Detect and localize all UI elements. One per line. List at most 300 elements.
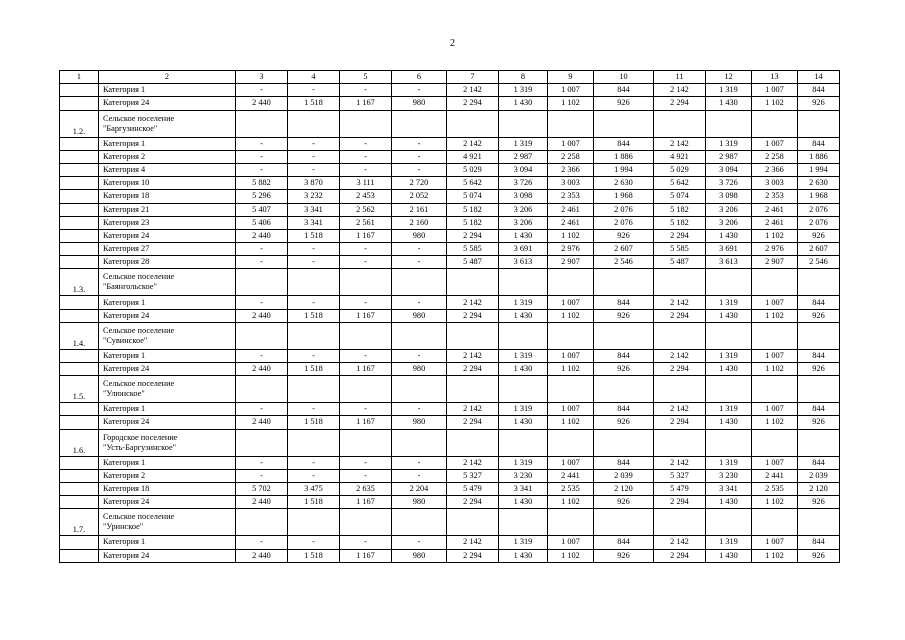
value-cell: 2 204	[392, 482, 447, 495]
empty-cell	[499, 509, 548, 536]
value-cell: 3 098	[499, 190, 548, 203]
value-cell: 2 076	[798, 216, 840, 229]
value-cell: -	[236, 163, 288, 176]
value-cell: 5 642	[447, 177, 499, 190]
table-row	[60, 190, 840, 203]
value-cell: 1 102	[752, 496, 798, 509]
value-cell: -	[392, 296, 447, 309]
value-cell: -	[288, 403, 340, 416]
value-cell: 2 720	[392, 177, 447, 190]
value-cell: 1 102	[548, 309, 594, 322]
empty-cell	[288, 429, 340, 456]
section-name: "Баргузинское"	[103, 123, 158, 133]
value-cell: 1 518	[288, 229, 340, 242]
value-cell: -	[236, 349, 288, 362]
value-cell: -	[340, 403, 392, 416]
value-cell: -	[392, 137, 447, 150]
empty-cell	[447, 509, 499, 536]
section-title	[99, 269, 236, 296]
section-row	[60, 509, 840, 536]
value-cell: 1 994	[594, 163, 654, 176]
value-cell: 2 294	[654, 363, 706, 376]
empty-cell	[706, 376, 752, 403]
value-cell: 2 635	[340, 482, 392, 495]
empty-cell	[752, 110, 798, 137]
value-cell: 2 561	[340, 216, 392, 229]
empty-cell	[499, 429, 548, 456]
value-cell: 844	[798, 349, 840, 362]
empty-cell	[752, 322, 798, 349]
row-number-cell	[60, 363, 99, 376]
value-cell: 2 607	[594, 243, 654, 256]
row-number-cell	[60, 482, 99, 495]
value-cell: 5 487	[654, 256, 706, 269]
value-cell: 844	[798, 536, 840, 549]
table-row	[60, 456, 840, 469]
value-cell: 1 007	[752, 349, 798, 362]
row-number-cell	[60, 416, 99, 429]
category-label: Категория 24	[99, 416, 236, 429]
empty-cell	[706, 509, 752, 536]
category-label: Категория 1	[99, 137, 236, 150]
empty-cell	[548, 269, 594, 296]
value-cell: -	[392, 84, 447, 97]
empty-cell	[548, 376, 594, 403]
value-cell: 2 258	[752, 150, 798, 163]
value-cell: 2 258	[548, 150, 594, 163]
value-cell: 2 546	[798, 256, 840, 269]
value-cell: 1 167	[340, 416, 392, 429]
table-row	[60, 309, 840, 322]
section-name: "Уринское"	[103, 522, 144, 532]
value-cell: 2 562	[340, 203, 392, 216]
category-label: Категория 24	[99, 363, 236, 376]
empty-cell	[798, 429, 840, 456]
empty-cell	[752, 509, 798, 536]
section-row	[60, 110, 840, 137]
value-cell: -	[236, 150, 288, 163]
section-row	[60, 269, 840, 296]
category-label: Категория 24	[99, 97, 236, 110]
value-cell: 5 074	[447, 190, 499, 203]
value-cell: 2 039	[798, 469, 840, 482]
value-cell: 1 518	[288, 496, 340, 509]
value-cell: 844	[798, 456, 840, 469]
value-cell: 3 613	[706, 256, 752, 269]
value-cell: -	[392, 469, 447, 482]
value-cell: 2 142	[447, 349, 499, 362]
value-cell: 844	[594, 296, 654, 309]
empty-cell	[654, 429, 706, 456]
value-cell: 926	[798, 363, 840, 376]
value-cell: -	[340, 469, 392, 482]
empty-cell	[340, 110, 392, 137]
value-cell: -	[288, 349, 340, 362]
empty-cell	[654, 269, 706, 296]
value-cell: 980	[392, 309, 447, 322]
value-cell: 3 206	[706, 203, 752, 216]
empty-cell	[392, 110, 447, 137]
value-cell: -	[392, 163, 447, 176]
value-cell: -	[288, 256, 340, 269]
value-cell: 2 076	[594, 216, 654, 229]
column-header: 14	[798, 71, 840, 84]
value-cell: 1 430	[499, 363, 548, 376]
value-cell: 1 319	[706, 296, 752, 309]
value-cell: 3 206	[499, 203, 548, 216]
empty-cell	[288, 269, 340, 296]
value-cell: 2 353	[752, 190, 798, 203]
value-cell: -	[236, 456, 288, 469]
category-label: Категория 28	[99, 256, 236, 269]
value-cell: -	[236, 137, 288, 150]
category-label: Категория 10	[99, 177, 236, 190]
value-cell: 926	[798, 97, 840, 110]
section-number: 1.4.	[60, 322, 99, 349]
value-cell: 1 518	[288, 309, 340, 322]
row-number-cell	[60, 84, 99, 97]
empty-cell	[798, 509, 840, 536]
section-name: "Сувинское"	[103, 335, 148, 345]
empty-cell	[548, 110, 594, 137]
value-cell: 2 607	[798, 243, 840, 256]
row-number-cell	[60, 403, 99, 416]
value-cell: 1 102	[548, 496, 594, 509]
section-type: Городское поселение	[103, 432, 178, 442]
value-cell: 1 007	[752, 296, 798, 309]
empty-cell	[548, 509, 594, 536]
value-cell: 1 430	[499, 496, 548, 509]
value-cell: 1 319	[706, 137, 752, 150]
empty-cell	[548, 429, 594, 456]
value-cell: 2 907	[752, 256, 798, 269]
row-number-cell	[60, 203, 99, 216]
value-cell: 2 142	[654, 349, 706, 362]
value-cell: 3 613	[499, 256, 548, 269]
value-cell: -	[340, 150, 392, 163]
value-cell: 1 007	[752, 403, 798, 416]
value-cell: 5 487	[447, 256, 499, 269]
value-cell: 2 630	[798, 177, 840, 190]
value-cell: -	[236, 403, 288, 416]
value-cell: 1 430	[706, 496, 752, 509]
empty-cell	[752, 429, 798, 456]
column-header: 10	[594, 71, 654, 84]
column-header: 12	[706, 71, 752, 84]
row-number-cell	[60, 243, 99, 256]
value-cell: 1 007	[548, 296, 594, 309]
row-number-cell	[60, 309, 99, 322]
value-cell: 2 366	[548, 163, 594, 176]
empty-cell	[447, 376, 499, 403]
category-label: Категория 1	[99, 536, 236, 549]
value-cell: 5 702	[236, 482, 288, 495]
value-cell: 1 430	[499, 97, 548, 110]
table-row	[60, 416, 840, 429]
row-number-cell	[60, 97, 99, 110]
value-cell: 1 167	[340, 496, 392, 509]
value-cell: 2 440	[236, 496, 288, 509]
value-cell: 3 726	[499, 177, 548, 190]
column-header: 5	[340, 71, 392, 84]
value-cell: 2 294	[654, 97, 706, 110]
section-name: "Баянгольское"	[103, 282, 157, 292]
value-cell: 1 007	[752, 84, 798, 97]
column-header: 6	[392, 71, 447, 84]
empty-cell	[392, 376, 447, 403]
value-cell: 5 029	[447, 163, 499, 176]
value-cell: -	[236, 256, 288, 269]
table-row	[60, 97, 840, 110]
value-cell: 2 142	[654, 84, 706, 97]
value-cell: -	[340, 163, 392, 176]
value-cell: -	[340, 84, 392, 97]
value-cell: 1 319	[499, 349, 548, 362]
row-number-cell	[60, 163, 99, 176]
section-title	[99, 322, 236, 349]
table-row	[60, 150, 840, 163]
empty-cell	[236, 429, 288, 456]
value-cell: 2 461	[548, 203, 594, 216]
value-cell: 1 007	[752, 137, 798, 150]
table-row	[60, 349, 840, 362]
header-row	[60, 71, 840, 84]
value-cell: 844	[798, 84, 840, 97]
table-row	[60, 469, 840, 482]
empty-cell	[340, 269, 392, 296]
row-number-cell	[60, 229, 99, 242]
empty-cell	[447, 269, 499, 296]
empty-cell	[288, 376, 340, 403]
section-number: 1.5.	[60, 376, 99, 403]
value-cell: 3 094	[499, 163, 548, 176]
empty-cell	[706, 110, 752, 137]
section-number: 1.2.	[60, 110, 99, 137]
empty-cell	[654, 509, 706, 536]
table-row	[60, 496, 840, 509]
value-cell: 1 518	[288, 363, 340, 376]
value-cell: -	[236, 296, 288, 309]
section-title	[99, 110, 236, 137]
value-cell: 2 630	[594, 177, 654, 190]
empty-cell	[594, 110, 654, 137]
row-number-cell	[60, 256, 99, 269]
value-cell: 2 076	[594, 203, 654, 216]
value-cell: 1 886	[594, 150, 654, 163]
category-label: Категория 1	[99, 296, 236, 309]
value-cell: -	[236, 243, 288, 256]
value-cell: 5 585	[447, 243, 499, 256]
value-cell: 5 029	[654, 163, 706, 176]
value-cell: 2 161	[392, 203, 447, 216]
value-cell: 1 319	[706, 84, 752, 97]
category-label: Категория 24	[99, 309, 236, 322]
value-cell: 3 111	[340, 177, 392, 190]
value-cell: -	[288, 469, 340, 482]
value-cell: 2 535	[548, 482, 594, 495]
value-cell: 1 430	[499, 229, 548, 242]
value-cell: 1 167	[340, 97, 392, 110]
value-cell: 980	[392, 229, 447, 242]
value-cell: -	[392, 403, 447, 416]
value-cell: 844	[594, 456, 654, 469]
value-cell: 1 319	[499, 536, 548, 549]
empty-cell	[288, 509, 340, 536]
value-cell: 844	[594, 137, 654, 150]
value-cell: 2 076	[798, 203, 840, 216]
value-cell: 1 886	[798, 150, 840, 163]
empty-cell	[706, 429, 752, 456]
value-cell: 2 976	[752, 243, 798, 256]
value-cell: 1 167	[340, 309, 392, 322]
value-cell: 2 546	[594, 256, 654, 269]
value-cell: 1 518	[288, 549, 340, 562]
category-label: Категория 1	[99, 456, 236, 469]
empty-cell	[236, 376, 288, 403]
empty-cell	[392, 269, 447, 296]
value-cell: 2 142	[447, 456, 499, 469]
value-cell: 926	[594, 97, 654, 110]
value-cell: 2 294	[654, 416, 706, 429]
value-cell: 1 430	[499, 549, 548, 562]
value-cell: 3 206	[706, 216, 752, 229]
section-row	[60, 322, 840, 349]
value-cell: 2 294	[447, 309, 499, 322]
empty-cell	[594, 509, 654, 536]
empty-cell	[654, 376, 706, 403]
value-cell: 844	[594, 536, 654, 549]
value-cell: 2 294	[447, 363, 499, 376]
value-cell: 3 003	[752, 177, 798, 190]
value-cell: 980	[392, 97, 447, 110]
value-cell: 1 007	[548, 84, 594, 97]
section-name: "Усть-Баргузинское"	[103, 442, 177, 452]
empty-cell	[798, 322, 840, 349]
value-cell: 3 206	[499, 216, 548, 229]
table-row	[60, 137, 840, 150]
value-cell: -	[340, 349, 392, 362]
value-cell: 1 430	[706, 363, 752, 376]
value-cell: -	[236, 84, 288, 97]
value-cell: 1 319	[499, 296, 548, 309]
value-cell: 4 921	[654, 150, 706, 163]
row-number-cell	[60, 190, 99, 203]
row-number-cell	[60, 496, 99, 509]
value-cell: 1 007	[548, 349, 594, 362]
empty-cell	[447, 429, 499, 456]
value-cell: 1 319	[706, 456, 752, 469]
value-cell: 2 142	[654, 403, 706, 416]
value-cell: 5 182	[447, 216, 499, 229]
value-cell: 2 294	[654, 229, 706, 242]
value-cell: 3 230	[499, 469, 548, 482]
value-cell: 844	[594, 84, 654, 97]
value-cell: 1 319	[499, 137, 548, 150]
value-cell: 3 341	[499, 482, 548, 495]
value-cell: 5 406	[236, 216, 288, 229]
value-cell: 2 987	[499, 150, 548, 163]
value-cell: 1 430	[499, 416, 548, 429]
value-cell: -	[340, 456, 392, 469]
value-cell: 980	[392, 416, 447, 429]
empty-cell	[340, 322, 392, 349]
empty-cell	[447, 322, 499, 349]
value-cell: 1 102	[548, 416, 594, 429]
value-cell: 1 007	[548, 403, 594, 416]
value-cell: 926	[594, 309, 654, 322]
tariff-table	[59, 70, 840, 563]
value-cell: 2 453	[340, 190, 392, 203]
value-cell: 3 691	[706, 243, 752, 256]
value-cell: 5 182	[654, 216, 706, 229]
value-cell: 1 430	[706, 97, 752, 110]
category-label: Категория 23	[99, 216, 236, 229]
value-cell: 926	[798, 229, 840, 242]
empty-cell	[499, 322, 548, 349]
value-cell: 1 518	[288, 97, 340, 110]
empty-cell	[288, 110, 340, 137]
table-row	[60, 177, 840, 190]
value-cell: -	[392, 349, 447, 362]
value-cell: 980	[392, 363, 447, 376]
value-cell: 1 430	[706, 416, 752, 429]
value-cell: 2 440	[236, 229, 288, 242]
value-cell: 2 976	[548, 243, 594, 256]
value-cell: 1 007	[752, 536, 798, 549]
empty-cell	[798, 376, 840, 403]
value-cell: 3 003	[548, 177, 594, 190]
value-cell: 2 461	[752, 216, 798, 229]
table-row	[60, 243, 840, 256]
value-cell: 3 232	[288, 190, 340, 203]
value-cell: 2 535	[752, 482, 798, 495]
row-number-cell	[60, 456, 99, 469]
value-cell: 926	[594, 549, 654, 562]
empty-cell	[392, 429, 447, 456]
table-row	[60, 403, 840, 416]
value-cell: 926	[594, 416, 654, 429]
section-number: 1.7.	[60, 509, 99, 536]
value-cell: 3 098	[706, 190, 752, 203]
value-cell: 980	[392, 549, 447, 562]
value-cell: -	[340, 536, 392, 549]
empty-cell	[654, 322, 706, 349]
empty-cell	[236, 110, 288, 137]
value-cell: 3 341	[288, 216, 340, 229]
empty-cell	[340, 509, 392, 536]
value-cell: 1 007	[548, 536, 594, 549]
empty-cell	[340, 429, 392, 456]
value-cell: 926	[594, 229, 654, 242]
empty-cell	[594, 322, 654, 349]
value-cell: 2 461	[548, 216, 594, 229]
row-number-cell	[60, 137, 99, 150]
section-title	[99, 429, 236, 456]
value-cell: 2 142	[654, 137, 706, 150]
value-cell: 1 319	[499, 84, 548, 97]
empty-cell	[798, 110, 840, 137]
value-cell: 1 167	[340, 363, 392, 376]
column-header: 4	[288, 71, 340, 84]
value-cell: 5 407	[236, 203, 288, 216]
empty-cell	[447, 110, 499, 137]
value-cell: 2 294	[447, 549, 499, 562]
value-cell: 5 327	[654, 469, 706, 482]
category-label: Категория 2	[99, 150, 236, 163]
category-label: Категория 24	[99, 229, 236, 242]
value-cell: 1 007	[548, 137, 594, 150]
value-cell: 926	[798, 496, 840, 509]
